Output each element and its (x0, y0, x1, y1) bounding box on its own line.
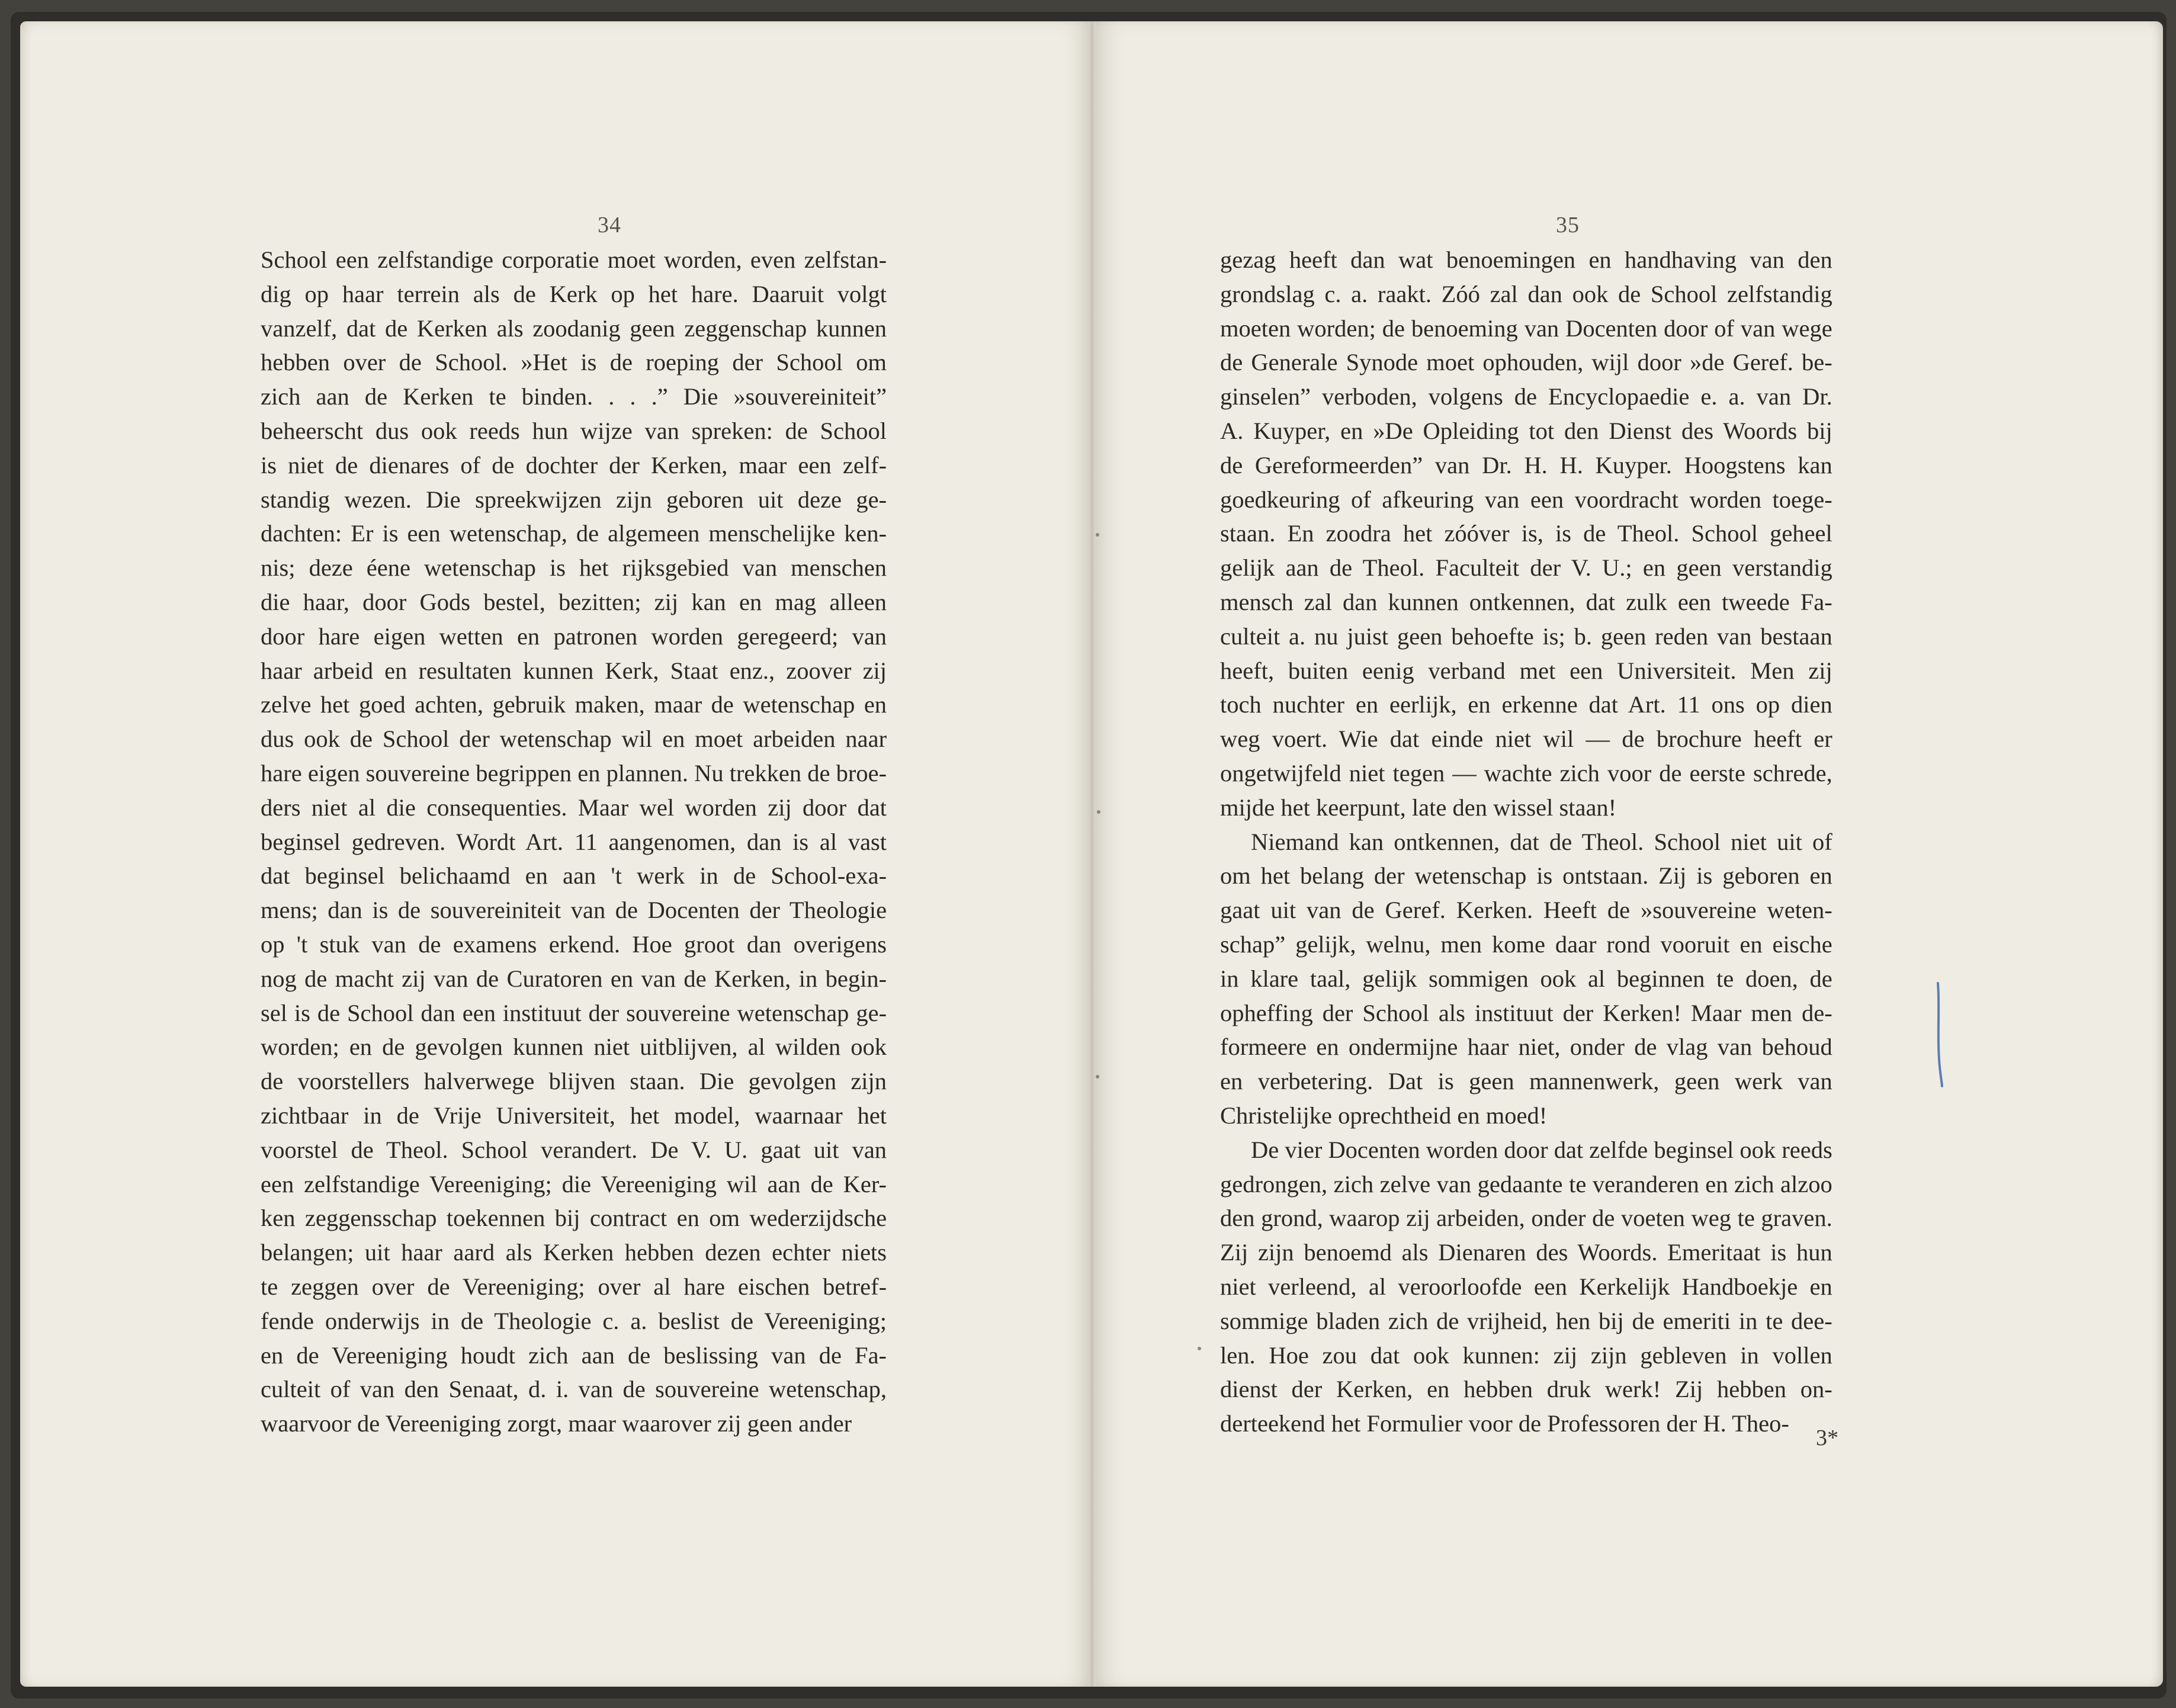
text-line: toch nuchter en eerlijk, en erkenne dat Art. 11 ons op dien (1220, 691, 1832, 718)
text-line: en de Vereeniging houdt zich aan de beslissing van de Fa- (261, 1341, 887, 1369)
text-line: in klare taal, gelijk sommigen ook al beginnen te doen, de (1220, 965, 1832, 992)
text-line: de Gereformeerden” van Dr. H. H. Kuyper. Hoogstens kan (1220, 451, 1832, 479)
text-line: mensch zal dan kunnen ontkennen, dat zulk een tweede Fa- (1220, 588, 1832, 615)
text-line: School een zelfstandige corporatie moet worden, even zelfstan- (261, 246, 887, 273)
text-line: gedrongen, zich zelve van gedaante te veranderen en zich alzoo (1220, 1170, 1832, 1197)
text-line: de Generale Synode moet ophouden, wijl door »de Geref. be- (1220, 349, 1832, 376)
text-line: door hare eigen wetten en patronen worden geregeerd; van (261, 622, 887, 650)
text-line: schap” gelijk, welnu, men kome daar rond vooruit en eische (1220, 930, 1832, 958)
text-line: sel is de School dan een instituut der souvereine wetenschap ge- (261, 999, 887, 1026)
text-line: is niet de dienares of de dochter der Kerken, maar een zelf- (261, 451, 887, 479)
right-page-text (1220, 243, 1832, 1441)
text-line: dig op haar terrein als de Kerk op het hare. Daaruit volgt (261, 280, 887, 307)
text-line: Zij zijn benoemd als Dienaren des Woords. Emeritaat is hun (1220, 1239, 1832, 1266)
text-line: gelijk aan de Theol. Faculteit der V. U.; en geen verstandig (1220, 554, 1832, 582)
text-line: sommige bladen zich de vrijheid, hen bij de emeriti in te dee- (1220, 1307, 1832, 1334)
text-line: len. Hoe zou dat ook kunnen: zij zijn gebleven in vollen (1220, 1341, 1832, 1369)
text-line: Niemand kan ontkennen, dat de Theol. School niet uit of (1251, 828, 1832, 855)
text-line: formeere en ondermijne haar niet, onder de vlag van behoud (1220, 1033, 1832, 1061)
left-page-text (261, 243, 887, 1441)
text-line: de voorstellers halverwege blijven staan. Die gevolgen zijn (261, 1068, 887, 1095)
text-line: voorstel de Theol. School verandert. De V. U. gaat uit van (261, 1136, 887, 1163)
text-line: mens; dan is de souvereiniteit van de Docenten der Theologie (261, 897, 887, 924)
text-line: standig wezen. Die spreekwijzen zijn geboren uit deze ge- (261, 486, 887, 513)
text-line: moeten worden; de benoeming van Docenten door of van wege (1220, 314, 1832, 342)
text-line: beheerscht dus ook reeds hun wijze van spreken: de School (261, 417, 887, 444)
text-line: weg voert. Wie dat einde niet wil — de brochure heeft er (1220, 725, 1832, 753)
page-number-left: 34 (598, 213, 621, 237)
text-line: niet verleend, al veroorloofde een Kerkelijk Handboekje en (1220, 1273, 1832, 1300)
text-line: culteit of van den Senaat, d. i. van de souvereine wetenschap, (261, 1376, 887, 1403)
text-line: dat beginsel belichaamd en aan 't werk in de School-exa- (261, 862, 887, 890)
text-line: dienst der Kerken, en hebben druk werk! Zij hebben on- (1220, 1376, 1832, 1403)
text-line: dachten: Er is een wetenschap, de algemeen menschelijke ken- (261, 520, 887, 547)
text-line: De vier Docenten worden door dat zelfde beginsel ook reeds (1251, 1136, 1832, 1163)
text-line: staan. En zoodra het zóóver is, is de Theol. School geheel (1220, 520, 1832, 547)
blue-pencil-mark (1936, 982, 1944, 1087)
page-number-right: 35 (1556, 213, 1580, 237)
text-line: hebben over de School. »Het is de roeping der School om (261, 349, 887, 376)
text-line: den grond, waarop zij arbeiden, onder de voeten weg te graven. (1220, 1205, 1832, 1232)
text-line: ken zeggensschap toekennen bij contract en om wederzijdsche (261, 1205, 887, 1232)
text-line: zich aan de Kerken te binden. . . .” Die »souvereiniteit” (261, 383, 887, 410)
text-line: haar arbeid en resultaten kunnen Kerk, Staat enz., zoover zij (261, 657, 887, 684)
signature-mark: 3* (1816, 1426, 1838, 1450)
book-gutter (1089, 21, 1096, 1687)
text-line: en verbetering. Dat is geen mannenwerk, geen werk van (1220, 1068, 1832, 1095)
text-line: gaat uit van de Geref. Kerken. Heeft de »souvereine weten- (1220, 897, 1832, 924)
text-line: hare eigen souvereine begrippen en plannen. Nu trekken de broe- (261, 759, 887, 786)
text-line: heeft, buiten eenig verband met een Universiteit. Men zij (1220, 657, 1832, 684)
text-line: belangen; uit haar aard als Kerken hebben dezen echter niets (261, 1239, 887, 1266)
text-line: nis; deze éene wetenschap is het rijksgebied van menschen (261, 554, 887, 582)
text-line: zichtbaar in de Vrije Universiteit, het model, waarnaar het (261, 1102, 887, 1129)
text-line: waarvoor de Vereeniging zorgt, maar waarover zij geen ander (261, 1410, 852, 1437)
text-line: grondslag c. a. raakt. Zóó zal dan ook de School zelfstandig (1220, 280, 1832, 307)
text-line: nog de macht zij van de Curatoren en van de Kerken, in begin- (261, 965, 887, 992)
text-line: ginselen” verboden, volgens de Encyclopaedie e. a. van Dr. (1220, 383, 1832, 410)
text-line: mijde het keerpunt, late den wissel staan! (1220, 794, 1617, 821)
text-line: Christelijke oprechtheid en moed! (1220, 1102, 1548, 1129)
text-line: die haar, door Gods bestel, bezitten; zij kan en mag alleen (261, 588, 887, 615)
text-line: een zelfstandige Vereeniging; die Vereeniging wil aan de Ker- (261, 1170, 887, 1197)
text-line: dus ook de School der wetenschap wil en moet arbeiden naar (261, 725, 887, 753)
text-line: ders niet al die consequenties. Maar wel worden zij door dat (261, 794, 887, 821)
text-line: A. Kuyper, en »De Opleiding tot den Dienst des Woords bij (1220, 417, 1832, 444)
text-line: op 't stuk van de examens erkend. Hoe groot dan overigens (261, 930, 887, 958)
text-line: te zeggen over de Vereeniging; over al hare eischen betref- (261, 1273, 887, 1300)
text-line: fende onderwijs in de Theologie c. a. beslist de Vereeniging; (261, 1307, 887, 1334)
text-line: gezag heeft dan wat benoemingen en handhaving van den (1220, 246, 1832, 273)
text-line: derteekend het Formulier voor de Professoren der H. Theo- (1220, 1410, 1789, 1437)
text-line: opheffing der School als instituut der Kerken! Maar men de- (1220, 999, 1832, 1026)
text-line: ongetwijfeld niet tegen — wachte zich voor de eerste schrede, (1220, 759, 1832, 786)
text-line: om het belang der wetenschap is ontstaan. Zij is geboren en (1220, 862, 1832, 890)
text-line: beginsel gedreven. Wordt Art. 11 aangenomen, dan is al vast (261, 828, 887, 855)
text-line: vanzelf, dat de Kerken als zoodanig geen zeggenschap kunnen (261, 314, 887, 342)
text-line: culteit a. nu juist geen behoefte is; b. geen reden van bestaan (1220, 622, 1832, 650)
text-line: worden; en de gevolgen kunnen niet uitblijven, al wilden ook (261, 1033, 887, 1061)
text-line: zelve het goed achten, gebruik maken, maar de wetenschap en (261, 691, 887, 718)
text-line: goedkeuring of afkeuring van een voordracht worden toege- (1220, 486, 1832, 513)
